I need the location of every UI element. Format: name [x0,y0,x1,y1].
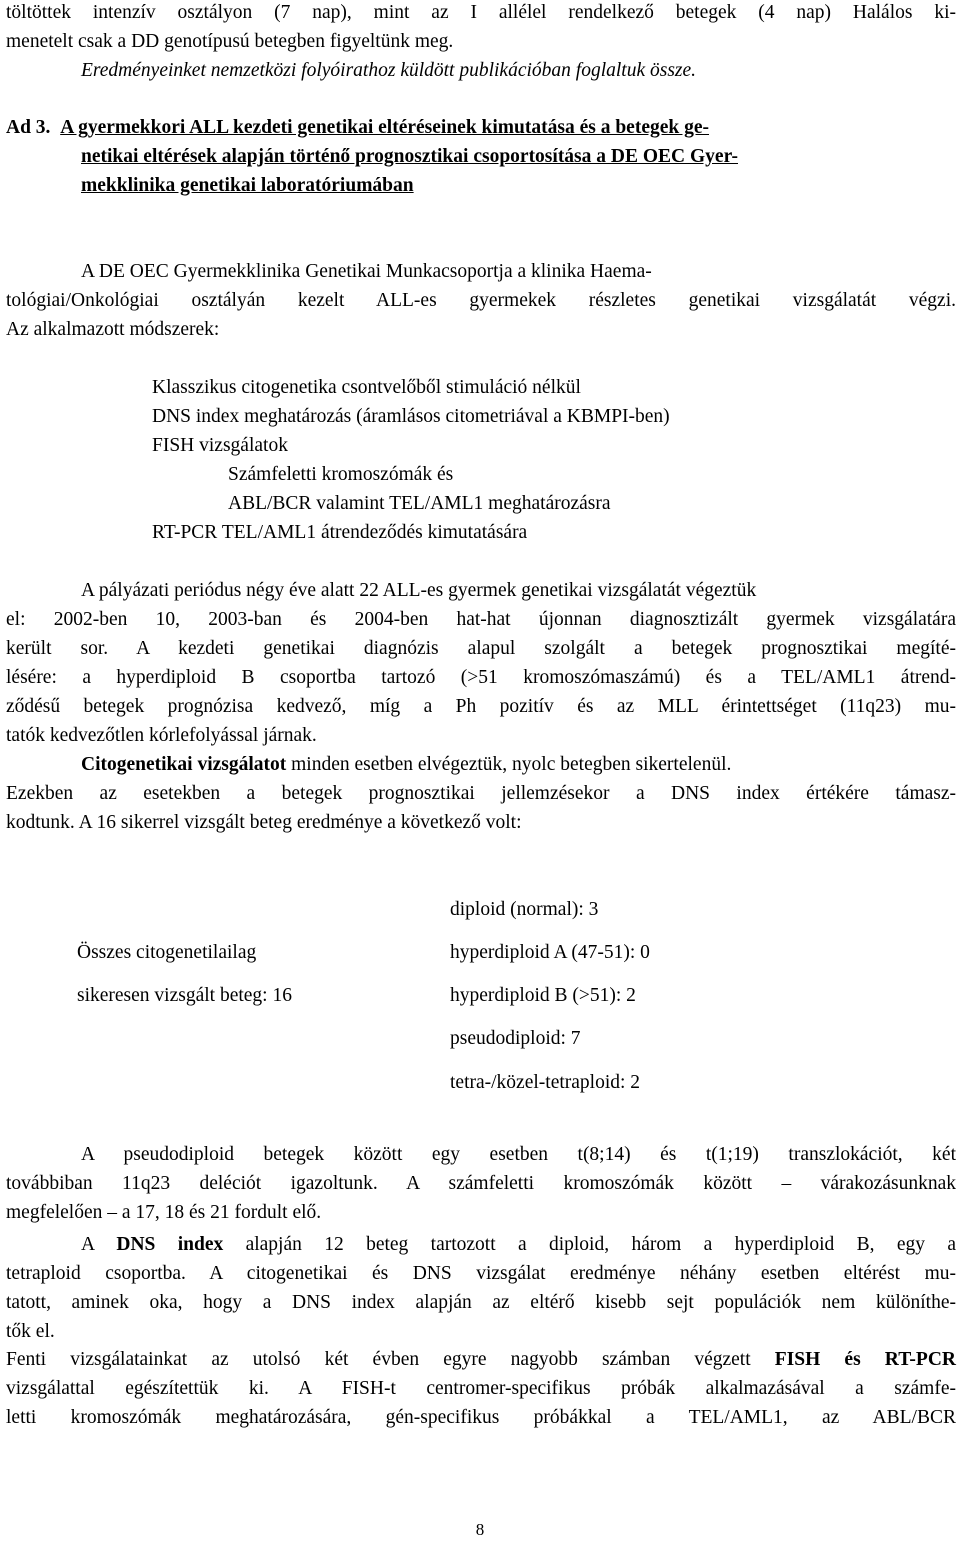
text-line: töltöttek intenzív osztályon (7 nap), mint az I allélel rendelkező betegek (4 nap) Halálos ki- [6,2,956,23]
text-line: Ezekben az esetekben a betegek prognosztikai jellemzésekor a DNS index értékére támasz- [6,783,956,804]
result-item: diploid (normal): 3 [450,899,599,920]
heading-line: mekklinika genetikai laboratóriumában [81,175,414,196]
result-item: tetra-/közel-tetraploid: 2 [450,1072,641,1093]
result-item: hyperdiploid B (>51): 2 [450,985,636,1006]
heading-label: Ad 3. [6,117,51,138]
text-line: el: 2002-ben 10, 2003-ban és 2004-ben hat-hat újonnan diagnosztizált gyermek vizsgálatára [6,609,956,630]
text-line: tatott, aminek oka, hogy a DNS index alapján az eltérő kisebb sejt populációk nem különíthe- [6,1292,956,1313]
text-line: vizsgálattal egészítettük ki. A FISH-t centromer-specifikus próbák alkalmazásával a számfe- [6,1378,956,1399]
text-line: tetraploid csoportba. A citogenetikai és DNS vizsgálat eredménye néhány esetben eltérést mu- [6,1263,956,1284]
text-run: alapján 12 beteg tartozott a diploid, három a hyperdiploid B, egy a [223,1234,956,1255]
paragraph [6,1230,956,1346]
bold-phrase: Citogenetikai vizsgálatot [81,754,287,775]
method-item: RT-PCR TEL/AML1 átrendeződés kimutatására [152,522,528,543]
method-item: DNS index meghatározás (áramlásos citometriával a KBMPI-ben) [152,406,670,427]
heading-line: A gyermekkori ALL kezdeti genetikai eltéréseinek kimutatása és a betegek ge- [60,117,710,138]
method-subitem: ABL/BCR valamint TEL/AML1 meghatározásra [228,493,611,514]
text-line: ződésű betegek prognózisa kedvező, míg a Ph pozitív és az MLL érintettséget (11q23) mu- [6,696,956,717]
text-run: A [81,1234,117,1255]
text-line: továbbiban 11q23 deléciót igazoltunk. A számfeletti kromoszómák között – várakozásunknak [6,1173,956,1194]
results-label: sikeresen vizsgált beteg: 16 [77,985,292,1006]
bold-phrase: FISH és RT-PCR [774,1349,956,1370]
text-line: lésére: a hyperdiploid B csoportba tartozó (>51 kromoszómaszámú) és a TEL/AML1 átrend- [6,667,956,688]
bold-phrase: DNS index [116,1234,224,1255]
text-run: minden esetben elvégeztük, nyolc betegben sikertelenül. [286,754,732,775]
method-subitem: Számfeletti kromoszómák és [228,464,454,485]
text-line: A pseudodiploid betegek között egy esetben t(8;14) és t(1;19) transzlokációt, két [81,1144,956,1165]
paragraph [6,750,956,837]
paragraph [6,1345,956,1432]
text-line: kodtunk. A 16 sikerrel vizsgált beteg eredménye a következő volt: [6,812,522,833]
text-line: A pályázati periódus négy éve alatt 22 ALL-es gyermek genetikai vizsgálatát végeztük [81,580,757,601]
text-line: A DE OEC Gyermekklinika Genetikai Munkacsoportja a klinika Haema- [81,261,652,282]
text-run: Fenti vizsgálatainkat az utolsó két évben egyre nagyobb számban végzett [6,1349,775,1370]
paragraph [6,576,956,750]
heading-line: netikai eltérések alapján történő prognosztikai csoportosítása a DE OEC Gyer- [81,146,738,167]
text-line: megfelelően – a 17, 18 és 21 fordult elő. [6,1202,322,1223]
intro-paragraph [6,0,956,85]
method-item: FISH vizsgálatok [152,435,288,456]
methods-list [6,373,956,547]
text-line: Az alkalmazott módszerek: [6,319,220,340]
page-number: 8 [475,1520,485,1539]
text-line: került sor. A kezdeti genetikai diagnózis alapul szolgált a betegek prognosztikai megíté- [6,638,956,659]
results-label: Összes citogenetilailag [77,942,257,963]
text-line: menetelt csak a DD genotípusú betegben figyeltünk meg. [6,31,454,52]
text-line: tatók kedvezőtlen kórlefolyással járnak. [6,725,317,746]
section-heading [6,113,956,200]
paragraph [6,1140,956,1227]
result-item: hyperdiploid A (47-51): 0 [450,942,650,963]
method-item: Klasszikus citogenetika csontvelőből stimuláció nélkül [152,377,581,398]
result-item: pseudodiploid: 7 [450,1028,581,1049]
text-line: tológiai/Onkológiai osztályán kezelt ALL-es gyermekek részletes genetikai vizsgálatát végzi. [6,290,956,311]
paragraph [6,257,956,344]
text-line: letti kromoszómák meghatározására, gén-specifikus próbákkal a TEL/AML1, az ABL/BCR [6,1407,956,1428]
text-line: tők el. [6,1321,55,1342]
italic-line: Eredményeinket nemzetközi folyóirathoz küldött publikációban foglaltuk össze. [81,60,697,81]
